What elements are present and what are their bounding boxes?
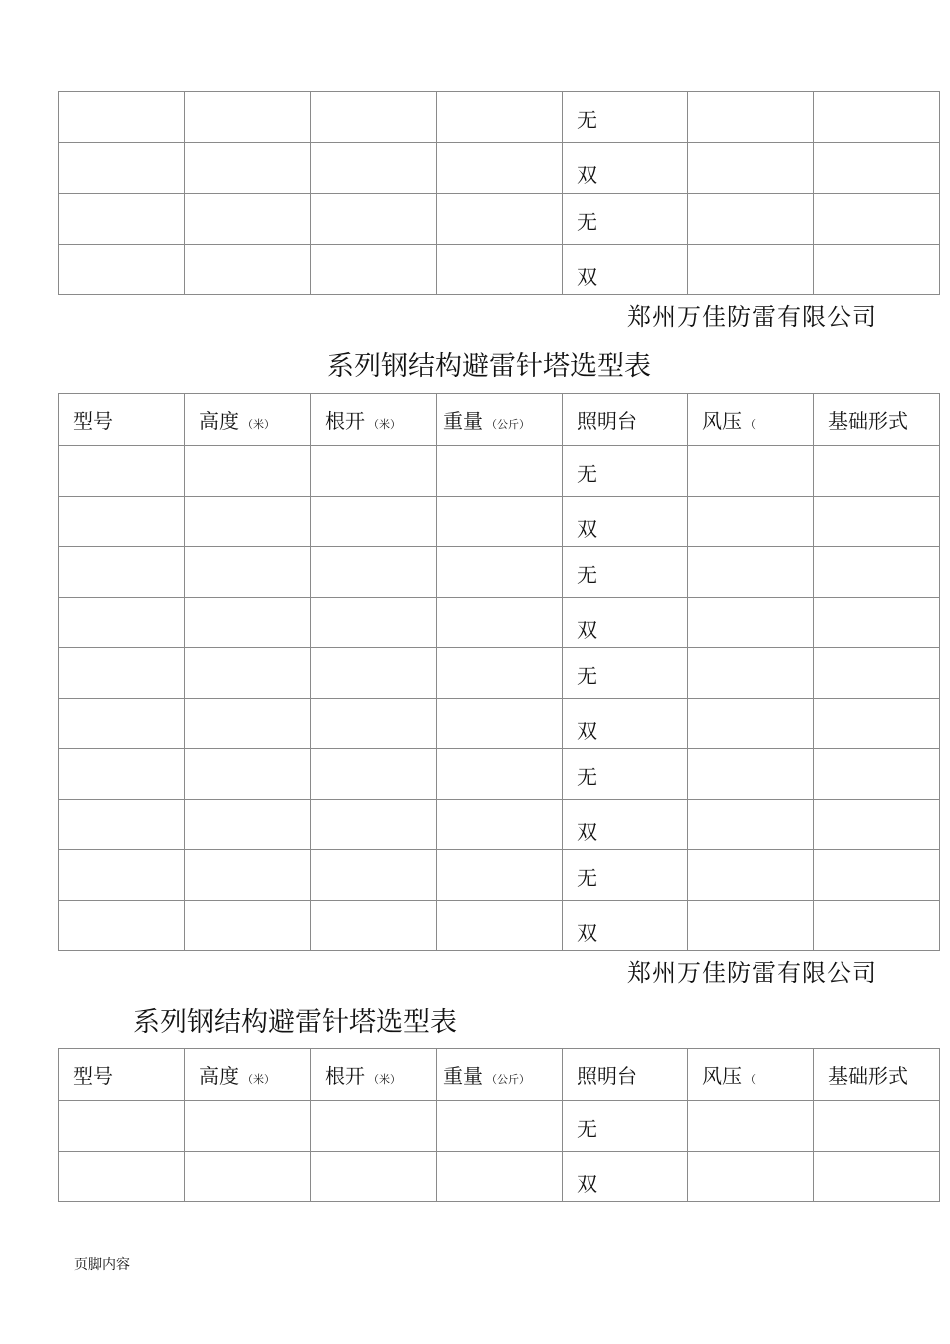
light-cell: 双 bbox=[563, 800, 688, 850]
table-row bbox=[59, 1101, 940, 1152]
header-model: 型号 bbox=[59, 1049, 185, 1101]
header-wind: 风压 （ bbox=[688, 394, 814, 446]
table-row bbox=[59, 749, 940, 800]
light-cell: 无 bbox=[563, 446, 688, 497]
light-cell: 无 bbox=[563, 547, 688, 598]
header-height: 高度 （米） bbox=[185, 1049, 311, 1101]
light-cell: 无 bbox=[563, 749, 688, 800]
tower-table-3 bbox=[58, 1048, 940, 1202]
light-cell: 无 bbox=[563, 1101, 688, 1152]
table-row bbox=[59, 92, 940, 143]
light-cell: 无 bbox=[563, 194, 688, 245]
header-weight: 重量 （公斤） bbox=[437, 1049, 563, 1101]
table-title: 系列钢结构避雷针塔选型表 bbox=[133, 1007, 457, 1038]
header-root: 根开 （米） bbox=[311, 1049, 437, 1101]
table-row bbox=[59, 850, 940, 901]
tower-table-2 bbox=[58, 393, 940, 951]
header-light: 照明台 bbox=[563, 394, 688, 446]
company-name: 郑州万佳防雷有限公司 bbox=[627, 303, 877, 331]
light-cell: 无 bbox=[563, 648, 688, 699]
light-cell: 双 bbox=[563, 245, 688, 295]
table-row bbox=[59, 497, 940, 547]
page-footer: 页脚内容 bbox=[74, 1257, 130, 1273]
table-row bbox=[59, 800, 940, 850]
light-cell: 双 bbox=[563, 1152, 688, 1202]
table-row bbox=[59, 245, 940, 295]
light-cell: 双 bbox=[563, 497, 688, 547]
table-row bbox=[59, 648, 940, 699]
header-foundation: 基础形式 bbox=[814, 394, 940, 446]
table-row bbox=[59, 699, 940, 749]
header-wind: 风压 （ bbox=[688, 1049, 814, 1101]
table-row bbox=[59, 901, 940, 951]
table-row bbox=[59, 547, 940, 598]
light-cell: 无 bbox=[563, 92, 688, 143]
table-row bbox=[59, 1152, 940, 1202]
light-cell: 无 bbox=[563, 850, 688, 901]
header-light: 照明台 bbox=[563, 1049, 688, 1101]
header-root: 根开 （米） bbox=[311, 394, 437, 446]
tower-table-1 bbox=[58, 91, 940, 295]
header-row bbox=[59, 394, 940, 446]
table-row bbox=[59, 446, 940, 497]
light-cell: 双 bbox=[563, 143, 688, 194]
header-model: 型号 bbox=[59, 394, 185, 446]
header-weight: 重量 （公斤） bbox=[437, 394, 563, 446]
light-cell: 双 bbox=[563, 699, 688, 749]
table-row bbox=[59, 194, 940, 245]
company-name: 郑州万佳防雷有限公司 bbox=[627, 959, 877, 987]
table-row bbox=[59, 598, 940, 648]
table-row bbox=[59, 143, 940, 194]
table-title: 系列钢结构避雷针塔选型表 bbox=[327, 351, 651, 382]
header-row bbox=[59, 1049, 940, 1101]
light-cell: 双 bbox=[563, 901, 688, 951]
light-cell: 双 bbox=[563, 598, 688, 648]
header-foundation: 基础形式 bbox=[814, 1049, 940, 1101]
header-height: 高度 （米） bbox=[185, 394, 311, 446]
